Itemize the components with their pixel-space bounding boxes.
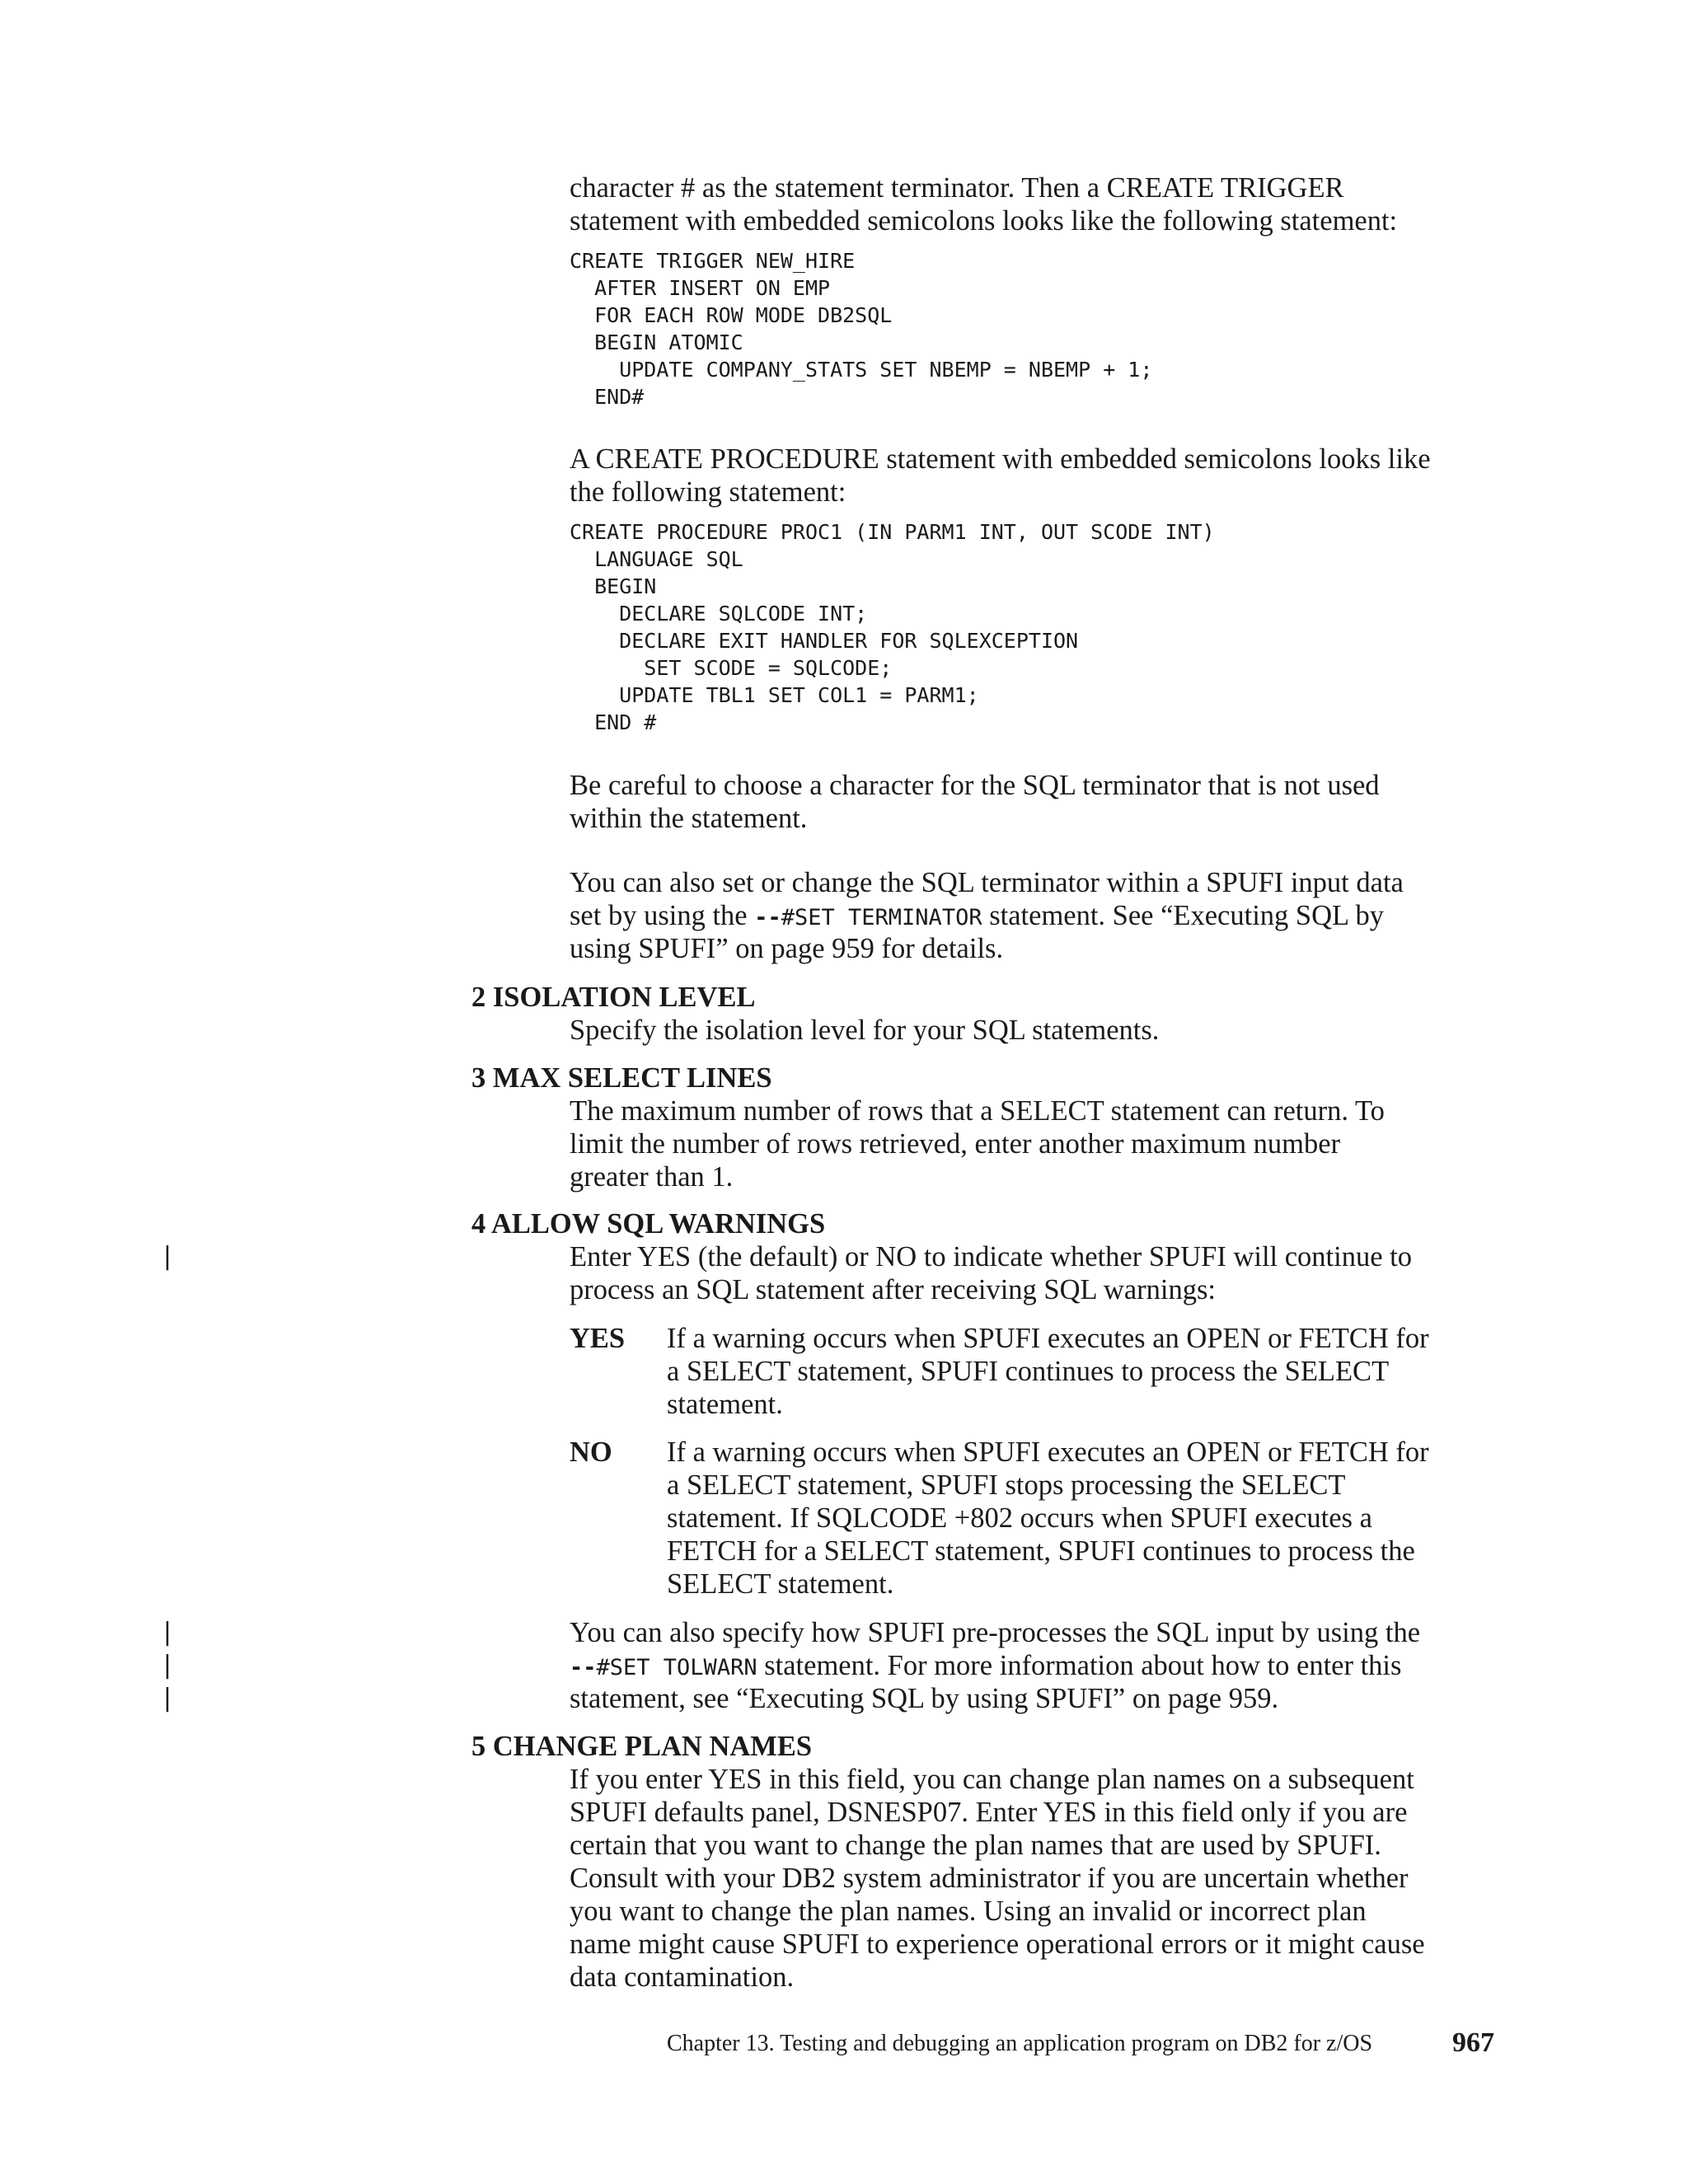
no-line-3: statement. If SQLCODE +802 occurs when SPUFI executes a — [667, 1502, 1372, 1534]
also-set-line-3: using SPUFI” on page 959 for details. — [570, 933, 1004, 964]
also-set-line-2: set by using the --#SET TERMINATOR statement. See “Executing SQL by — [570, 900, 1384, 931]
allow-warnings-line-1: Enter YES (the default) or NO to indicate whether SPUFI will continue to — [570, 1241, 1412, 1272]
yes-line-2: a SELECT statement, SPUFI continues to process the SELECT — [667, 1356, 1390, 1387]
change-plan-line-5: you want to change the plan names. Using an invalid or incorrect plan — [570, 1896, 1367, 1927]
set-terminator-dashes: -- — [754, 905, 781, 930]
change-bar: | — [163, 1618, 172, 1647]
allow-warnings-line-2: process an SQL statement after receiving SQL warnings: — [570, 1274, 1216, 1305]
page-number: 967 — [1452, 2027, 1494, 2058]
isolation-level-heading: 2 ISOLATION LEVEL — [471, 982, 756, 1013]
change-plan-line-3: certain that you want to change the plan names that are used by SPUFI. — [570, 1830, 1381, 1861]
tolwarn-line-2: --#SET TOLWARN statement. For more information about how to enter this — [570, 1650, 1402, 1681]
footer-chapter: Chapter 13. Testing and debugging an application program on DB2 for z/OS — [667, 2031, 1373, 2056]
no-term: NO — [570, 1436, 612, 1468]
change-plan-line-6: name might cause SPUFI to experience operational errors or it might cause — [570, 1929, 1425, 1960]
also-set-line-1: You can also set or change the SQL terminator within a SPUFI input data — [570, 867, 1404, 898]
intro-line-1: character # as the statement terminator. Then a CREATE TRIGGER — [570, 172, 1344, 204]
set-tolwarn-code: #SET TOLWARN — [596, 1655, 757, 1680]
change-plan-line-2: SPUFI defaults panel, DSNESP07. Enter YES in this field only if you are — [570, 1797, 1408, 1828]
procedure-code-block: CREATE PROCEDURE PROC1 (IN PARM1 INT, OUT SCODE INT) LANGUAGE SQL BEGIN DECLARE SQLCODE INT; DECLARE EXIT HANDLER FOR SQLEXCEPTION SET SCODE = SQLCODE; UPDATE TBL1 SET COL1 = PARM1; END # — [570, 520, 1215, 734]
max-select-lines-heading: 3 MAX SELECT LINES — [471, 1062, 772, 1094]
set-tolwarn-dashes: -- — [570, 1655, 597, 1680]
procedure-intro-line-1: A CREATE PROCEDURE statement with embedded semicolons looks like — [570, 443, 1431, 475]
allow-sql-warnings-heading: 4 ALLOW SQL WARNINGS — [471, 1208, 826, 1240]
max-select-line-3: greater than 1. — [570, 1161, 734, 1193]
trigger-code-block: CREATE TRIGGER NEW_HIRE AFTER INSERT ON EMP FOR EACH ROW MODE DB2SQL BEGIN ATOMIC UPDATE COMPANY_STATS SET NBEMP = NBEMP + 1; END# — [570, 249, 1153, 409]
no-line-2: a SELECT statement, SPUFI stops processing the SELECT — [667, 1469, 1346, 1501]
careful-line-1: Be careful to choose a character for the SQL terminator that is not used — [570, 770, 1380, 801]
no-line-4: FETCH for a SELECT statement, SPUFI continues to process the — [667, 1535, 1415, 1567]
tolwarn-line-1: You can also specify how SPUFI pre-processes the SQL input by using the — [570, 1617, 1421, 1648]
intro-line-2: statement with embedded semicolons looks like the following statement: — [570, 205, 1398, 237]
change-bar: | — [163, 1684, 172, 1713]
no-line-1: If a warning occurs when SPUFI executes an OPEN or FETCH for — [667, 1436, 1429, 1468]
change-plan-line-1: If you enter YES in this field, you can change plan names on a subsequent — [570, 1764, 1414, 1795]
careful-line-2: within the statement. — [570, 803, 808, 834]
change-plan-names-heading: 5 CHANGE PLAN NAMES — [471, 1731, 813, 1762]
tolwarn-line-3: statement, see “Executing SQL by using SPUFI” on page 959. — [570, 1683, 1279, 1714]
max-select-line-1: The maximum number of rows that a SELECT statement can return. To — [570, 1095, 1385, 1127]
change-bar: | — [163, 1651, 172, 1680]
yes-line-3: statement. — [667, 1389, 783, 1420]
isolation-level-text: Specify the isolation level for your SQL statements. — [570, 1015, 1160, 1046]
no-line-5: SELECT statement. — [667, 1568, 894, 1600]
yes-term: YES — [570, 1323, 626, 1354]
set-terminator-code: #SET TERMINATOR — [781, 905, 982, 930]
procedure-intro-line-2: the following statement: — [570, 476, 846, 508]
max-select-line-2: limit the number of rows retrieved, enter another maximum number — [570, 1128, 1341, 1160]
yes-line-1: If a warning occurs when SPUFI executes an OPEN or FETCH for — [667, 1323, 1429, 1354]
change-plan-line-4: Consult with your DB2 system administrator if you are uncertain whether — [570, 1863, 1409, 1894]
change-plan-line-7: data contamination. — [570, 1961, 795, 1993]
change-bar: | — [163, 1242, 172, 1271]
